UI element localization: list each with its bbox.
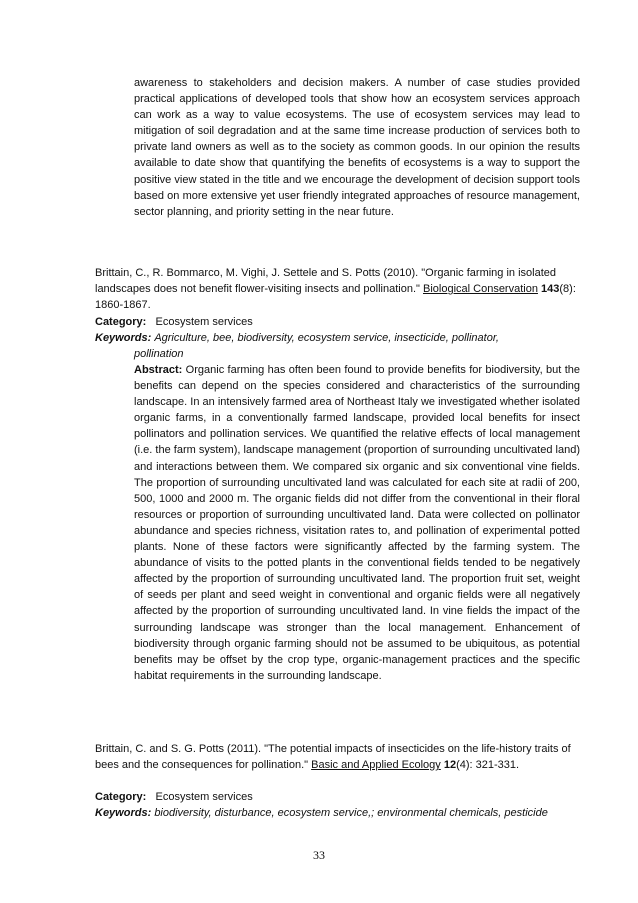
category-line [95, 789, 580, 805]
keywords-label: Keywords: [95, 332, 152, 344]
abstract-text: Organic farming has often been found to provide benefits for biodiversity, but the benefits can depend on the species considered and characteristics of the surrounding landscape. In an intensively farmed area of Northeast Italy we investigated whether isolated organic farms, in a conventionally farmed landscape, provided local benefits for insect pollinators and pollination services. We quantified the relative effects of local management (i.e. the farm system), landscape management (proportion of surrounding uncultivated land) and interactions between them. We compared six organic and six conventional vine fields. The proportion of surrounding uncultivated land was calculated for each site at radii of 200, 500, 1000 and 2000 m. The organic fields did not differ from the conventional in their floral resources or proportion of surrounding uncultivated land. Data were collected on pollinator abundance and species richness, visitation rates to, and pollination of experimental potted plants. None of these factors were significantly affected by the farming system. The abundance of visits to the potted plants in the conventional fields tended to be negatively affected by the proportion of surrounding uncultivated land. The proportion fruit set, weight of seeds per plant and seed weight in conventional and organic fields were all negatively affected by the proportion of surrounding uncultivated land. In vine fields the impact of the surrounding landscape was stronger than the local management. Enhancement of biodiversity through organic farming should not be assumed to be ubiquitous, as potential benefits may be offset by the crop type, organic-management practices and the specific habitat requirements in the surrounding landscape. [134, 364, 580, 682]
keywords-line [95, 330, 580, 362]
issue-pages: (4): 321-331. [456, 759, 520, 772]
keywords-label: Keywords: [95, 807, 152, 819]
journal-link[interactable]: Biological Conservation [423, 283, 538, 296]
page-number: 33 [313, 848, 325, 862]
category-value: Ecosystem services [155, 791, 253, 803]
citation-text: Brittain, C. and S. G. Potts (2011). "The potential impacts of insecticides on the life-history traits of bees and the consequences for pollination." [95, 743, 571, 772]
citation [95, 741, 580, 773]
keywords-value: Agriculture, bee, biodiversity, ecosystem service, insecticide, pollinator, [154, 332, 499, 344]
volume: 143 [541, 283, 560, 296]
volume: 12 [443, 759, 457, 772]
journal-link[interactable]: Basic and Applied Ecology [311, 759, 441, 772]
citation-text: Brittain, C., R. Bommarco, M. Vighi, J. Settele and S. Potts (2010). "Organic farming in isolated landscapes does not benefit flower-visiting insects and pollination." [95, 267, 557, 296]
category-line [95, 314, 580, 330]
keywords-value: biodiversity, disturbance, ecosystem service,; environmental chemicals, pesticide [154, 807, 548, 819]
citation [95, 265, 580, 314]
abstract-continuation: awareness to stakeholders and decision makers. A number of case studies provided practical applications of developed tools that show how an ecosystem services approach can work as a way to value ecosystems. The use of ecosystem services may lead to mitigation of soil degradation and at the same time increase production of services both to private land owners as well as to the society as common goods. In our opinion the results available to date show that quantifying the benefits of ecosystems is a way to support the positive view stated in the title and we encourage the development of decision support tools based on more extensive yet user friendly integrated approaches of resource management, sector planning, and priority setting in the near future. [134, 77, 580, 218]
abstract [134, 362, 580, 684]
abstract-label: Abstract: [134, 364, 183, 376]
issue-pages: (8): 1860-1867. [95, 283, 576, 312]
category-label: Category: [95, 791, 147, 803]
keywords-line [95, 805, 580, 821]
category-label: Category: [95, 316, 147, 328]
keywords-value-cont: pollination [134, 348, 184, 361]
category-value: Ecosystem services [155, 316, 253, 328]
